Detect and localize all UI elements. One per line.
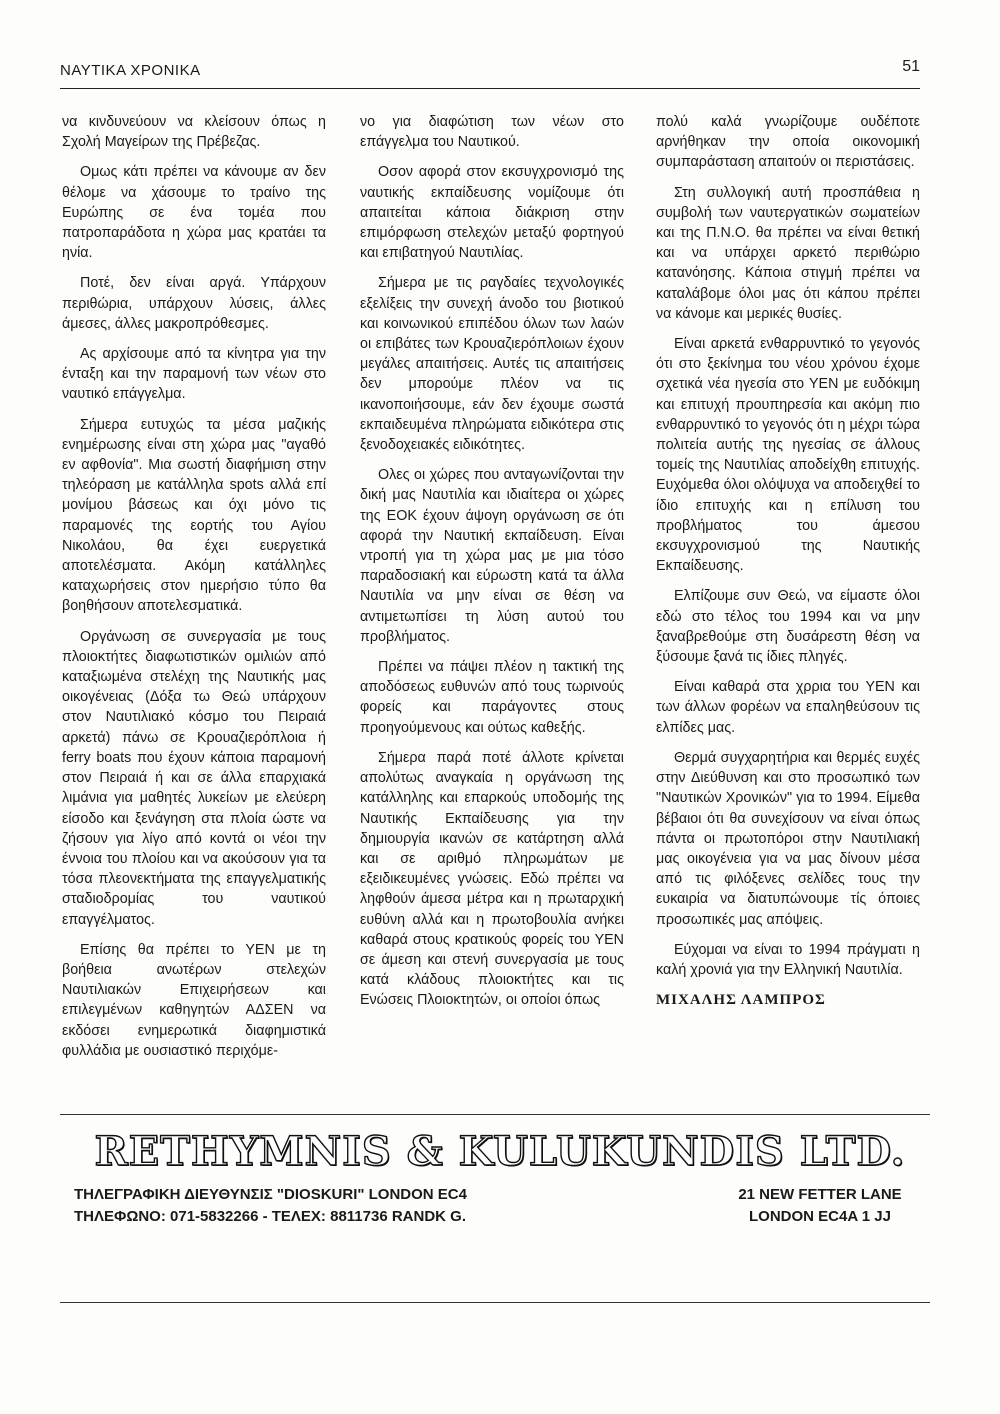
paragraph: Ομως κάτι πρέπει να κάνουμε αν δεν θέλομε να χάσουμε το τραίνο της Ευρώπης σε ένα τομέα που πατροπαράδοτα η χώρα μας κρατάει τα ηνία. — [62, 164, 326, 262]
paragraph: να κινδυνεύουν να κλείσουν όπως η Σχολή Μαγείρων της Πρέβεζας. — [62, 114, 326, 151]
paragraph: Οργάνωση σε συνεργασία με τους πλοιοκτήτες διαφωτιστικών ομιλιών από καταξιωμένα στελέχη της Ναυτικής μας οικογένειας (Δόξα τω Θεώ υπάρχουν στον Ναυτιλιακό κόσμο του Πειραιά αρκετά) πάνω σε Κρουαζιερόπλοια ή ferry boats που έχουν κάποια παραμονή στον Πειραιά ή και σε άλλα επαρχιακά λιμάνια για μαθητές λυκείων με ελεύερη είσοδο και ξενάγηση στα πλοία ώστε να ζήσουν για λίγο από κοντά οι νέοι την έννοια του πλοίου και να ακούσουν για τα τόσα πλεονεκτήματα της επαγγελματικής σταδιοδρομίας του ναυτικού επαγγέλματος. — [62, 628, 326, 928]
paragraph: Είναι καθαρά στα χρρια του ΥΕΝ και των άλλων φορέων να επαληθεύσουν τις ελπίδες μας. — [656, 679, 920, 736]
paragraph: πολύ καλά γνωρίζουμε ουδέποτε αρνήθηκαν την οποία οικονομική συμπαράσταση απαιτούν οι περιστάσεις. — [656, 114, 920, 171]
paragraph: Είναι αρκετά ενθαρρυντικό το γεγονός ότι στο ξεκίνημα του νέου χρόνου έχομε σχετικά νέα ηγεσία στο ΥΕΝ με ευδόκιμη και επιτυχή προυπηρεσία και ακόμη πιο ενθαρρυντικό το γεγονός ότι η μέχρι τώρα πολιτεία αυτής της ηγεσίας σε άλλους τομείς της Ναυτιλίας αποδείχθη επιτυχής. Ευχόμεθα όλοι ολόψυχα να αποδειχθεί το ίδιο επιτυχής και η επίλυση του προβλήματος του άμεσου εκσυγχρονισμού της Ναυτικής Εκπαίδευσης. — [656, 336, 920, 575]
header-rule — [60, 88, 920, 89]
paragraph: Στη συλλογική αυτή προσπάθεια η συμβολή των ναυτεργατικών σωματείων και της Π.Ν.Ο. θα πρέπει να είναι θετική και να υπάρχει αρκετό περιθώριο κατανόησης. Κάποια στιγμή πρέπει να καταλάβομε όλοι μας ότι κάπου πρέπει να κάνομε και μερικές θυσίες. — [656, 184, 920, 322]
telegraphic-address: ΤΗΛΕΓΡΑΦΙΚΗ ΔΙΕΥΘΥΝΣΙΣ "DIOSKURI" LONDON EC4 — [74, 1186, 467, 1203]
advertiser-name: RETHYMNIS & KULUKUNDIS LTD. — [94, 1128, 906, 1175]
paragraph: Θερμά συγχαρητήρια και θερμές ευχές στην Διεύθυνση και στο προσωπικό των "Ναυτικών Χρονικών" για το 1994. Είμεθα βέβαιοι ότι θα συνεχίσουν να είναι όπως πάντα οι πρωτοπόροι στην Ναυτιλιακή μας οικογένεια για να μας δίνουν μέσα από τις φιλόξενες σελίδες τους την ευκαιρία να διατυπώνουμε τίς όποιες προσωπικές μας απόψεις. — [656, 749, 920, 928]
paragraph: Ποτέ, δεν είναι αργά. Υπάρχουν περιθώρια, υπάρχουν λύσεις, άλλες άμεσες, άλλες μακροπρόθεσμες. — [62, 275, 326, 332]
paragraph: Εύχομαι να είναι το 1994 πράγματι η καλή χρονιά για την Ελληνική Ναυτιλία. — [656, 941, 920, 978]
paragraph: Σήμερα με τις ραγδαίες τεχνολογικές εξελίξεις την συνεχή άνοδο του βιοτικού και κοινωνικού επιπέδου όλων των λαών οι επιβάτες των Κρουαζιερόπλοιων έχουν μεγάλες απαιτήσεις. Αυτές τις απαιτήσεις δεν μπορούμε πλέον να τις ικανοποιήσουμε, εάν δεν έχουμε σωστά εκπαιδευμένα πληρώματα ειδικότερα στις ξενοδοχειακές ειδικότητες. — [360, 275, 624, 454]
ad-bottom-rule — [60, 1302, 930, 1303]
paragraph: Ας αρχίσουμε από τα κίνητρα για την ένταξη και την παραμονή των νέων στο ναυτικό επάγγελμα. — [62, 346, 326, 403]
author-signature: ΜΙΧΑΛΗΣ ΛΑΜΠΡΟΣ — [656, 992, 826, 1009]
paragraph: νο για διαφώτιση των νέων στο επάγγελμα του Ναυτικού. — [360, 114, 624, 151]
paragraph: Σήμερα παρά ποτέ άλλοτε κρίνεται απολύτως αναγκαία η οργάνωση της κατάλληλης και επαρκούς υποδομής της Ναυτικής Εκπαίδευσης για την δημιουργία ικανών σε κατάρτηση αλλά και σε αριθμό πληρωμάτων με εξειδικευμένες γνώσεις. Εδώ πρέπει να ληφθούν άμεσα μέτρα και η πρωταρχική ευθύνη αλλά και η πρωτοβουλία ανήκει καθαρά στους κρατικούς φορείς του ΥΕΝ σε άμεση και στενή συνεργασία με τους κατά κλάδους πλοιοκτήτες και τις Ενώσεις Πλοιοκτητών, οι οποίοι όπως — [360, 749, 624, 1009]
article-column-1 — [62, 112, 326, 1071]
page-header — [60, 58, 920, 88]
paragraph: Οσον αφορά στον εκσυγχρονισμό της ναυτικής εκπαίδευσης νομίζουμε ότι απαιτείται κάποια διάκριση στην επιμόρφωση στελεχών μεταξύ φορτηγού και επιβατηγού Ναυτιλίας. — [360, 164, 624, 262]
page-number: 51 — [902, 58, 920, 75]
paragraph: Σήμερα ευτυχώς τα μέσα μαζικής ενημέρωσης είναι στη χώρα μας "αγαθό εν αφθονία". Μια σωστή διαφήμιση στην τηλεόραση με κατάλληλα spots αλλά επί μονίμου βάσεως και όχι μόνο τις παραμονές της εορτής του Αγίου Νικολάου, θα έχει ευεργετικά αποτελέσματα. Ακόμη κατάλληλες καταχωρήσεις στον ημερήσιο τύπο θα βοηθήσουν αποτελεσματικά. — [62, 416, 326, 615]
advertiser-address — [720, 1184, 920, 1228]
paragraph: Ολες οι χώρες που ανταγωνίζονται την δική μας Ναυτιλία και ιδιαίτερα οι χώρες της ΕΟΚ έχουν άψογη οργάνωση σε ότι αφορά την Ναυτική εκπαίδευση. Είναι ντροπή για τη χώρα μας με μια τόσο παραδοσιακή και εύρωστη κατά τα άλλα Ναυτιλία να μην είναι σε θέση να αντιμετωπίσει τη λύση αυτού του προβλήματος. — [360, 467, 624, 645]
ad-top-rule — [60, 1114, 930, 1115]
paragraph: Ελπίζουμε συν Θεώ, να είμαστε όλοι εδώ στο τέλος του 1994 και να μην ξαναβρεθούμε στη δυσάρεστη θέση να ξύσουμε ξανά τις ίδιες πληγές. — [656, 588, 920, 666]
phone-telex: ΤΗΛΕΦΩΝΟ: 071-5832266 - ΤΕΛΕΧ: 8811736 RANDK G. — [74, 1208, 466, 1225]
paragraph: Πρέπει να πάψει πλέον η τακτική της αποδόσεως ευθυνών από τους τωρινούς φορείς και παράγοντες στους προηγούμενους και ούτως καθεξής. — [360, 659, 624, 736]
advertiser-contact — [74, 1184, 467, 1228]
article-column-2 — [360, 112, 624, 1021]
city-postcode: LONDON EC4A 1 JJ — [749, 1208, 891, 1225]
street-address: 21 NEW FETTER LANE — [738, 1186, 902, 1203]
magazine-title: ΝΑΥΤΙΚΑ ΧΡΟΝΙΚΑ — [60, 62, 201, 79]
paragraph: Επίσης θα πρέπει το ΥΕΝ με τη βοήθεια ανωτέρων στελεχών Ναυτιλιακών Επιχειρήσεων και επιλεγμένων καθηγητών ΑΔΣΕΝ να εκδόσει ενημερωτικά διαφημιστικά φυλλάδια με ουσιαστικό περιχόμε- — [62, 941, 326, 1059]
article-column-3 — [656, 112, 920, 1020]
